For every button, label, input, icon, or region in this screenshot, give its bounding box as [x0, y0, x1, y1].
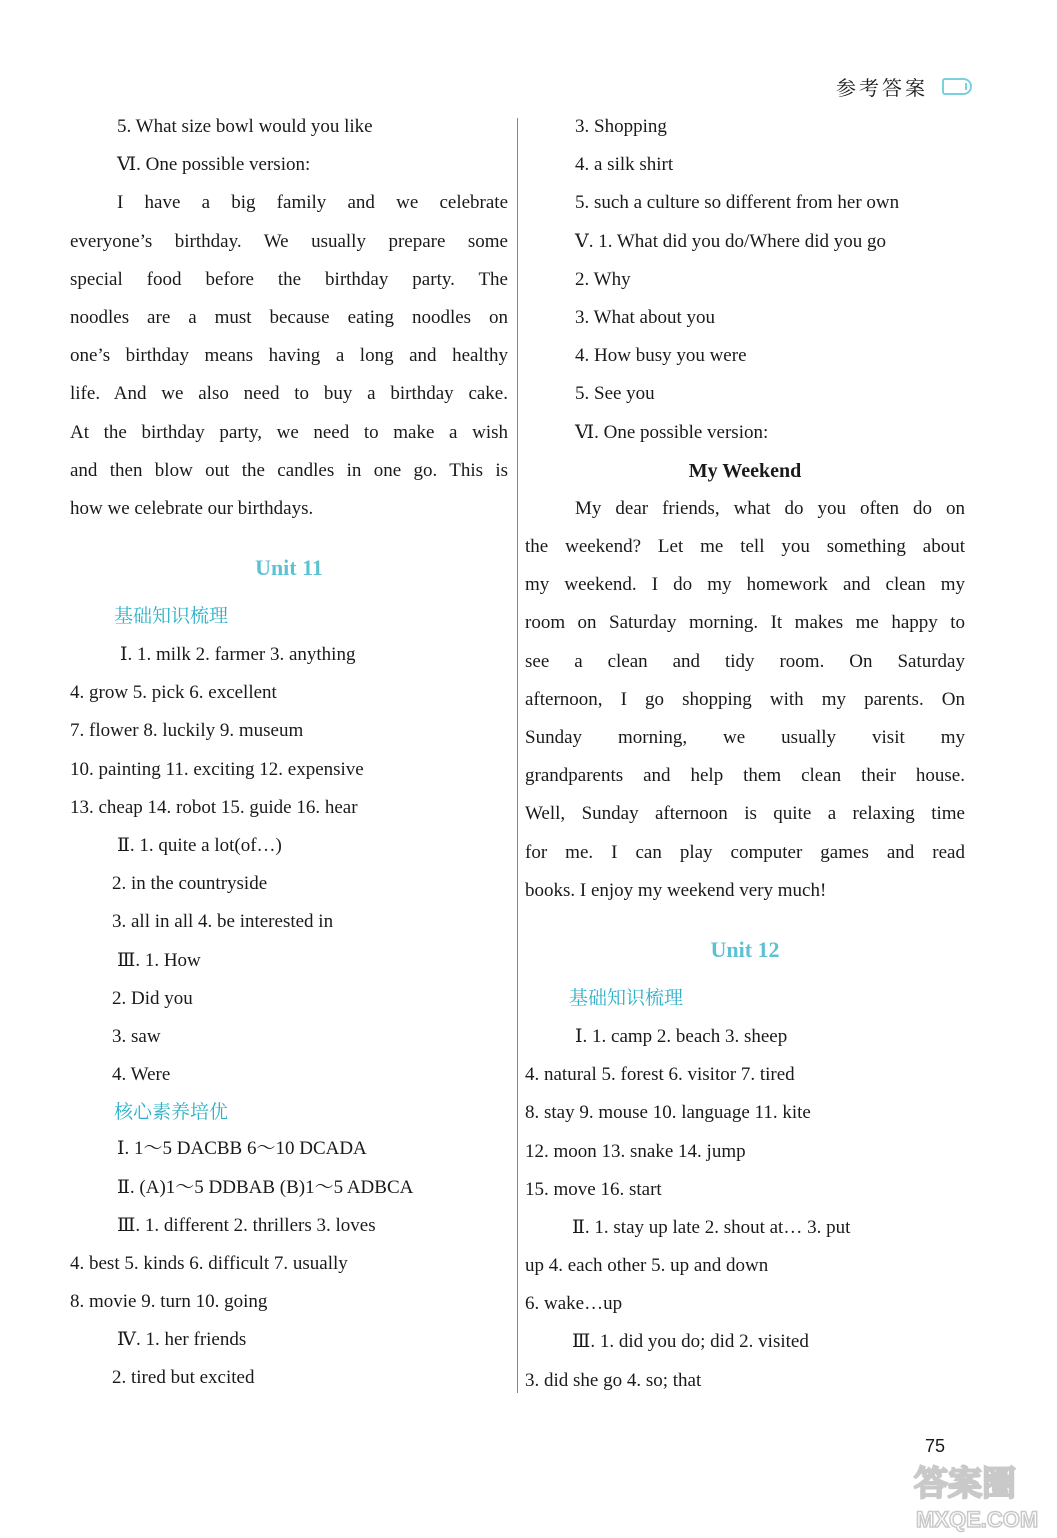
unit-title: Unit 12 — [710, 936, 780, 962]
answer-line: 4. best 5. kinds 6. difficult 7. usually — [70, 1252, 348, 1274]
essay-line: one’s birthday means having a long and healthy — [70, 345, 508, 367]
answer-line: 5. What size bowl would you like — [117, 116, 373, 137]
section-heading: 核心素养培优 — [114, 1101, 229, 1124]
answer-line: 3. Shopping — [575, 116, 667, 137]
essay-line: for me. I can play computer games and read — [525, 841, 965, 863]
answer-line: 4. a silk shirt — [575, 154, 674, 176]
essay-line: see a clean and tidy room. On Saturday — [525, 650, 965, 672]
answer-line: 3. What about you — [575, 306, 716, 328]
answer-line: 2. tired but excited — [112, 1367, 255, 1389]
section-heading: 基础知识梳理 — [569, 986, 684, 1009]
page-number: 75 — [925, 1436, 946, 1456]
essay-line: special food before the birthday party. The — [70, 268, 508, 290]
essay-line: everyone’s birthday. We usually prepare some — [70, 230, 508, 252]
section-label: Ⅵ. One possible version: — [117, 154, 311, 176]
answer-line: 7. flower 8. luckily 9. museum — [70, 720, 304, 742]
essay-title: My Weekend — [688, 459, 802, 482]
answer-line: 3. saw — [112, 1025, 161, 1047]
watermark-cn: 答案圈 — [914, 1465, 1016, 1503]
essay-line: Sunday morning, we usually visit my — [525, 727, 965, 748]
essay-line: noodles are a must because eating noodles on — [70, 306, 508, 328]
answer-line: Ⅰ. 1. milk 2. farmer 3. anything — [120, 644, 356, 666]
answer-line: 2. Why — [575, 268, 631, 290]
answer-line: 4. Were — [112, 1064, 171, 1086]
answer-line: 15. move 16. start — [525, 1178, 662, 1200]
section-heading: 基础知识梳理 — [114, 605, 229, 628]
answer-line: Ⅱ. 1. quite a lot(of…) — [117, 835, 282, 856]
left-column — [70, 108, 508, 1398]
essay-line: and then blow out the candles in one go. This is — [70, 459, 508, 481]
answer-line: 8. stay 9. mouse 10. language 11. kite — [525, 1102, 811, 1124]
section-label: Ⅵ. One possible version: — [575, 421, 769, 443]
answer-line: 4. natural 5. forest 6. visitor 7. tired — [525, 1064, 795, 1086]
essay-line: I have a big family and we celebrate — [117, 192, 508, 214]
book-tab-icon — [942, 78, 972, 95]
essay-line: At the birthday party, we need to make a wish — [70, 421, 508, 443]
column-divider — [517, 118, 518, 1393]
watermark-logo — [910, 1455, 1050, 1533]
answer-line: 5. such a culture so different from her own — [575, 192, 900, 214]
answer-line: Ⅳ. 1. her friends — [117, 1329, 247, 1351]
answer-line: Ⅴ. 1. What did you do/Where did you go — [575, 230, 886, 252]
essay-line: room on Saturday morning. It makes me happy to — [525, 612, 965, 634]
answer-line: 3. did she go 4. so; that — [525, 1369, 702, 1391]
answer-line: 4. How busy you were — [575, 345, 747, 367]
essay-line: my weekend. I do my homework and clean my — [525, 574, 965, 596]
answer-line: 5. See you — [575, 383, 655, 405]
answer-line: up 4. each other 5. up and down — [525, 1255, 769, 1277]
page-header — [836, 72, 972, 101]
watermark-graphic — [910, 1455, 1050, 1533]
answer-line: 8. movie 9. turn 10. going — [70, 1291, 268, 1313]
essay-line: the weekend? Let me tell you something about — [525, 536, 965, 558]
essay-line: afternoon, I go shopping with my parents. On — [525, 688, 965, 710]
answer-line: Ⅰ. 1～5 DACBB 6～10 DCADA — [117, 1138, 367, 1160]
answer-line: 6. wake…up — [525, 1293, 623, 1315]
watermark-url: MXQE.COM — [916, 1507, 1039, 1532]
essay-line: grandparents and help them clean their house. — [525, 765, 965, 787]
answer-line: 3. all in all 4. be interested in — [112, 911, 334, 933]
essay-line: My dear friends, what do you often do on — [575, 497, 965, 519]
answer-line: Ⅱ. 1. stay up late 2. shout at… 3. put — [572, 1216, 851, 1238]
answer-line: Ⅲ. 1. different 2. thrillers 3. loves — [117, 1214, 376, 1236]
unit-title: Unit 11 — [255, 555, 323, 581]
right-column — [525, 108, 965, 1400]
essay-line: life. And we also need to buy a birthday cake. — [70, 383, 508, 405]
essay-line: Well, Sunday afternoon is quite a relaxing time — [525, 803, 965, 825]
answer-line: 13. cheap 14. robot 15. guide 16. hear — [70, 796, 358, 818]
answer-line: Ⅱ. (A)1～5 DDBAB (B)1～5 ADBCA — [117, 1176, 414, 1198]
answer-line: 2. Did you — [112, 987, 193, 1009]
essay-line: how we celebrate our birthdays. — [70, 497, 314, 519]
essay-line: books. I enjoy my weekend very much! — [525, 879, 827, 901]
answer-line: Ⅰ. 1. camp 2. beach 3. sheep — [575, 1025, 788, 1047]
answer-line: 10. painting 11. exciting 12. expensive — [70, 758, 364, 780]
header-title: 参考答案 — [836, 78, 928, 100]
answer-line: Ⅲ. 1. How — [117, 949, 201, 971]
answer-line: 2. in the countryside — [112, 873, 268, 895]
answer-line: 12. moon 13. snake 14. jump — [525, 1140, 746, 1162]
answer-line: 4. grow 5. pick 6. excellent — [70, 682, 277, 704]
answer-line: Ⅲ. 1. did you do; did 2. visited — [572, 1331, 809, 1353]
